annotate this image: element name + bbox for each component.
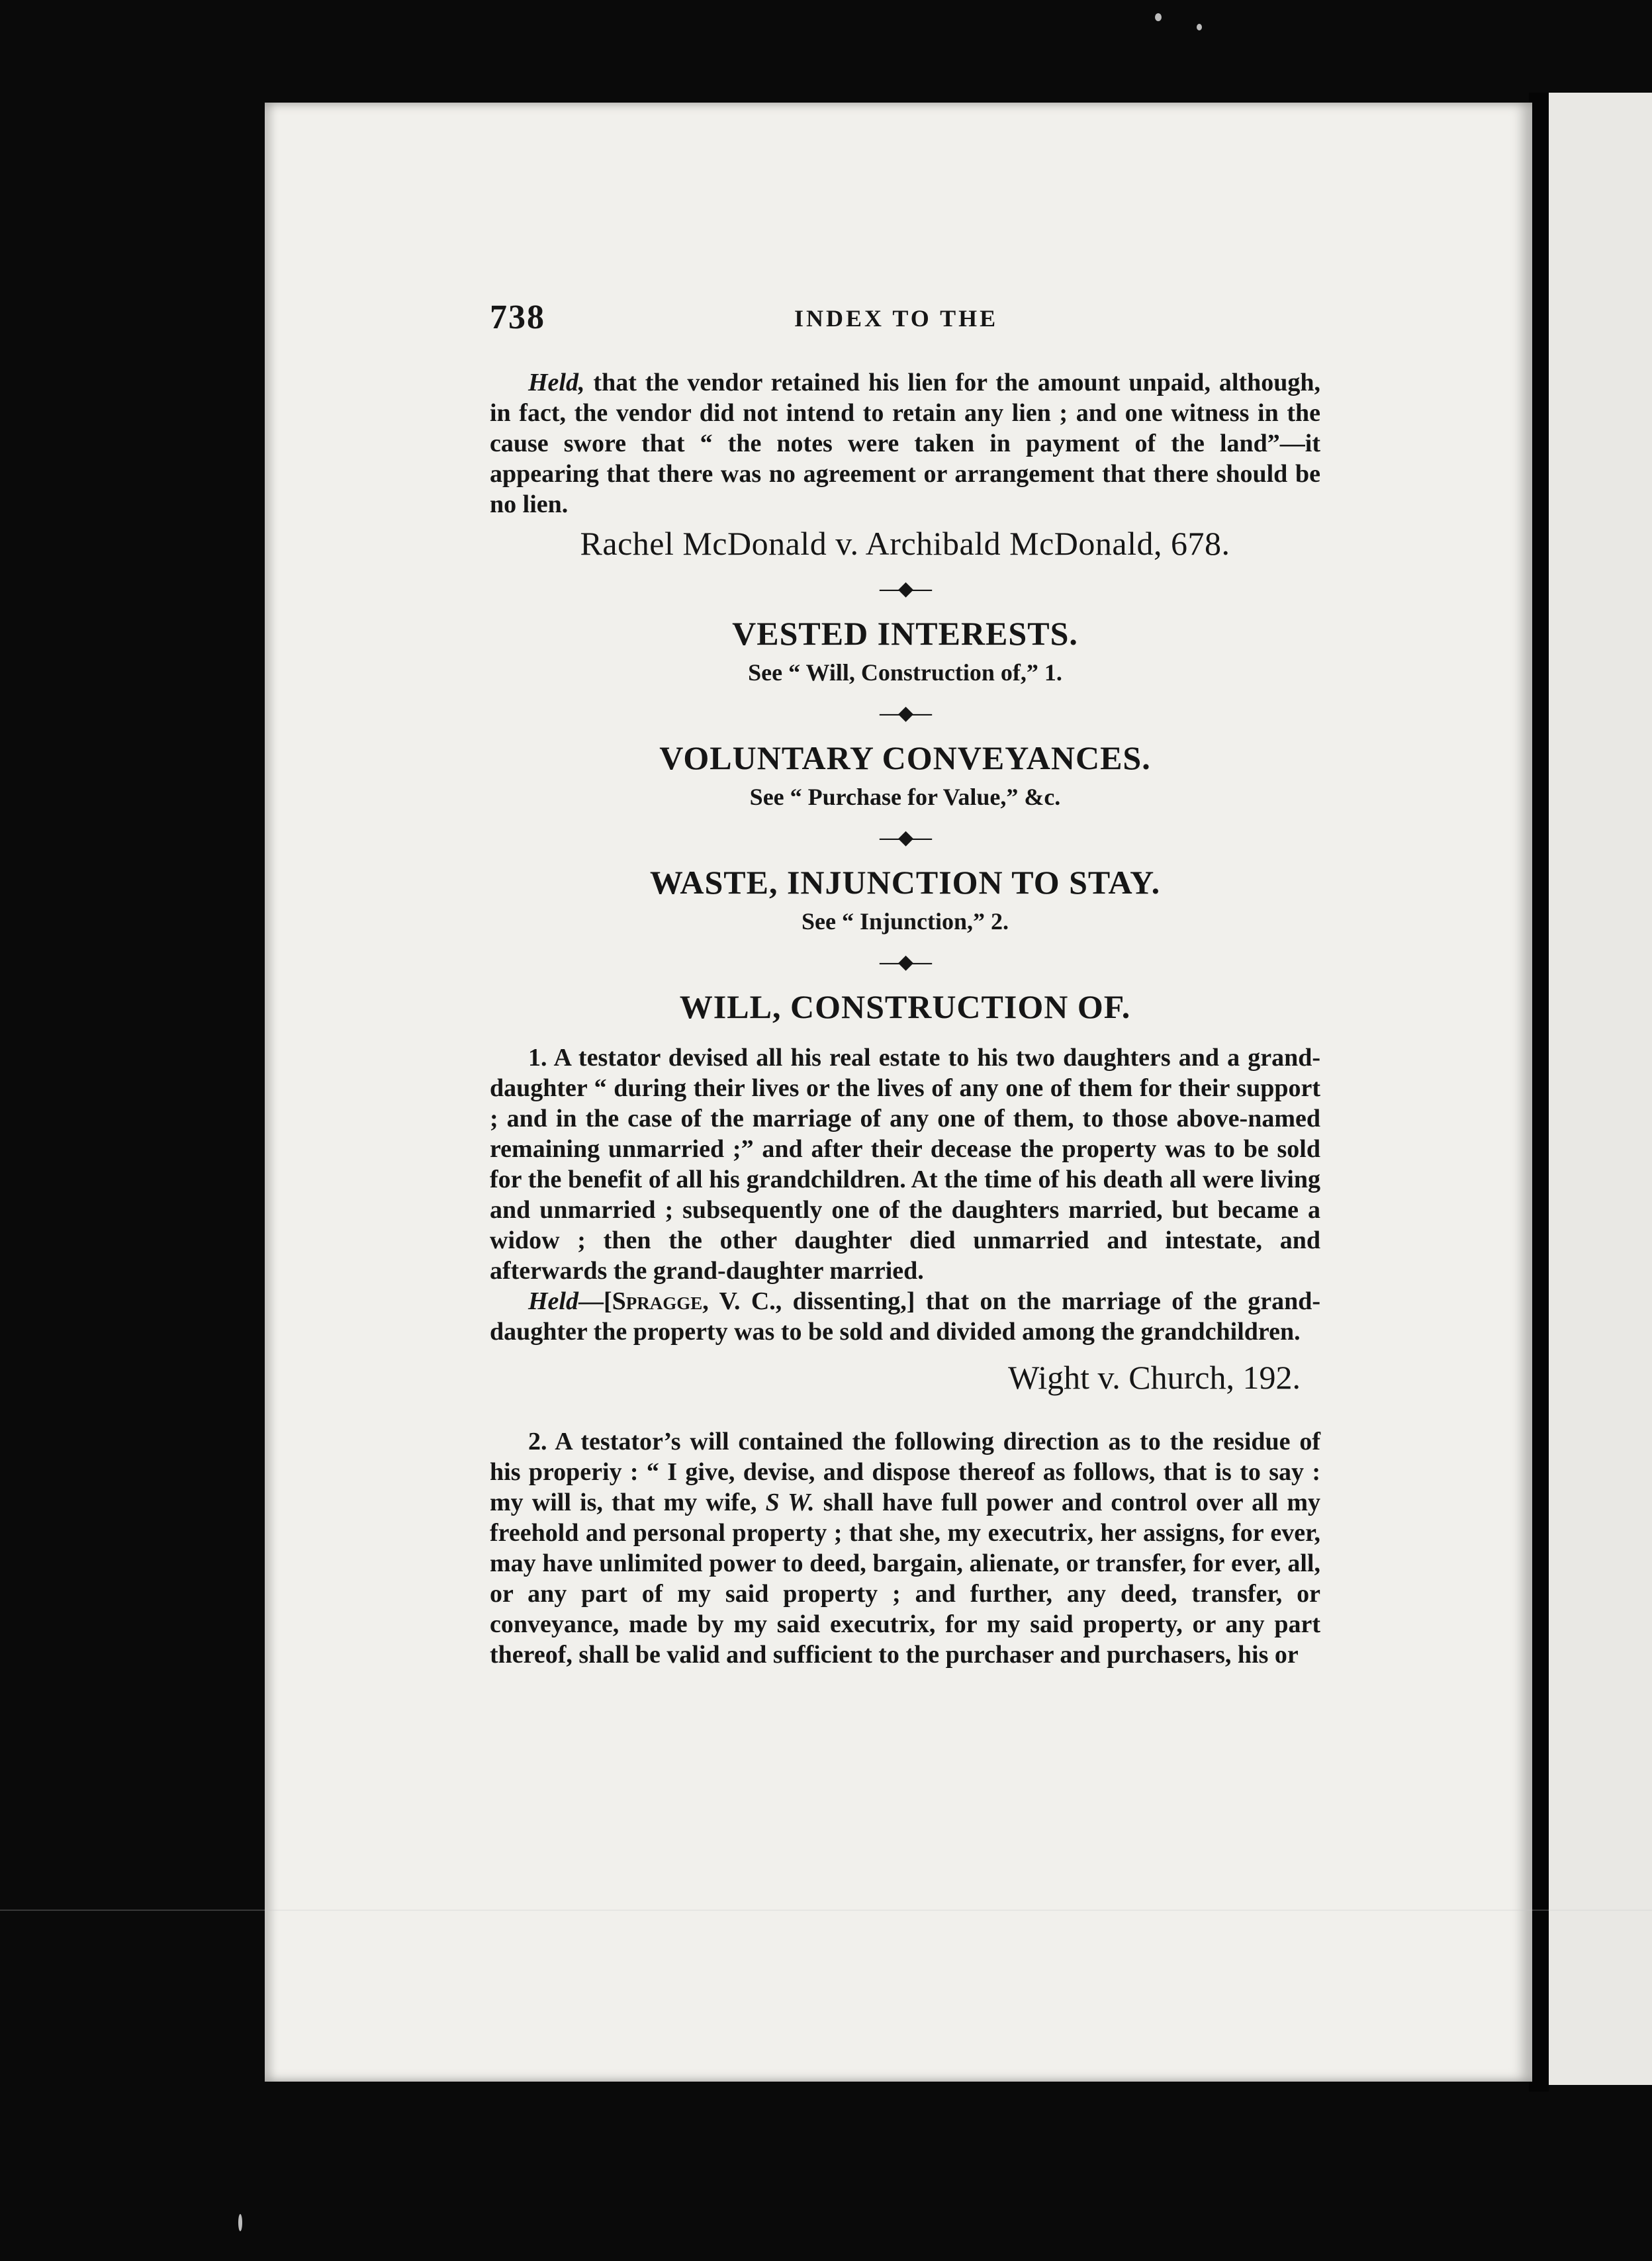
section-ornament: —◆— (879, 951, 931, 973)
will-item-2-text-a: 2. A testator’s will contained the following direction as to the residue of his properiy : “ I give, devise, and dispose thereof as follows, that is to say : my will is, that my wife, (490, 1428, 1320, 1516)
case-citation: Rachel McDonald v. Archibald McDonald, 678. (580, 525, 1230, 562)
wife-initials: S W. (765, 1489, 815, 1516)
held-dash: —[ (578, 1287, 612, 1315)
held-paragraph (490, 367, 1320, 520)
index-content (490, 367, 1320, 1670)
heading-voluntary-conveyances: VOLUNTARY CONVEYANCES. (659, 739, 1151, 776)
held-word: Held, (528, 369, 585, 396)
held-text: that the vendor retained his lien for the amount unpaid, although, in fact, the vendor did not intend to retain any lien ; and one witness in the cause swore that “ the notes were taken in payment of the land”—it appearing that there was no agreement or arrangement that there should be no lien. (490, 369, 1320, 518)
dust-speck (1155, 13, 1162, 21)
held-dissent-text: , V. C., dissenting,] that on the marriage of the grand-daughter the property was to be sold and divided among the grandchildren. (490, 1287, 1320, 1346)
page-number: 738 (490, 299, 545, 336)
cross-reference: See “ Purchase for Value,” &c. (749, 784, 1061, 810)
case-citation: Wight v. Church, 192. (1008, 1359, 1301, 1396)
will-item-1: 1. A testator devised all his real estate to his two daughters and a grand-daughter “ during their lives or the lives of any one of them for their support ; and in the case of the marriage of any one of them, to those above-named remaining unmarried ;” and after their decease the property was to be sold for the benefit of all his grandchildren. At the time of his death all were living and unmarried ; subsequently one of the daughters married, but became a widow ; then the other daughter died unmarried and intestate, and afterwards the grand-daughter married. (490, 1044, 1320, 1285)
dust-speck (238, 2214, 242, 2231)
section-ornament: —◆— (879, 702, 931, 724)
cross-reference: See “ Injunction,” 2. (801, 908, 1009, 935)
section-ornament: —◆— (879, 578, 931, 600)
heading-vested-interests: VESTED INTERESTS. (732, 615, 1078, 652)
section-ornament: —◆— (879, 827, 931, 849)
running-title: INDEX TO THE (794, 305, 999, 332)
judge-name: Spragge (612, 1287, 703, 1315)
held-word: Held (528, 1287, 578, 1315)
scan-artifact-line (0, 1910, 1652, 1911)
heading-will-construction: WILL, CONSTRUCTION OF. (679, 988, 1131, 1025)
will-item-2-text-b: shall have full power and control over all my freehold and personal property ; that she, my executrix, her assigns, for ever, may have unlimited power to deed, bargain, alienate, or transfer, for ever, all, or any part of my said property ; and further, any deed, transfer, or conveyance, made by my said executrix, for my said property, or any part thereof, shall be valid and sufficient to the purchaser and purchasers, his or (490, 1489, 1320, 1669)
will-item-2 (490, 1426, 1320, 1670)
cross-reference: See “ Will, Construction of,” 1. (748, 659, 1062, 686)
dust-speck (1197, 24, 1202, 30)
running-head (490, 298, 1317, 351)
adjacent-page-edge (1547, 93, 1652, 2085)
heading-waste-injunction: WASTE, INJUNCTION TO STAY. (649, 864, 1161, 901)
held-dissent-paragraph (490, 1286, 1320, 1347)
